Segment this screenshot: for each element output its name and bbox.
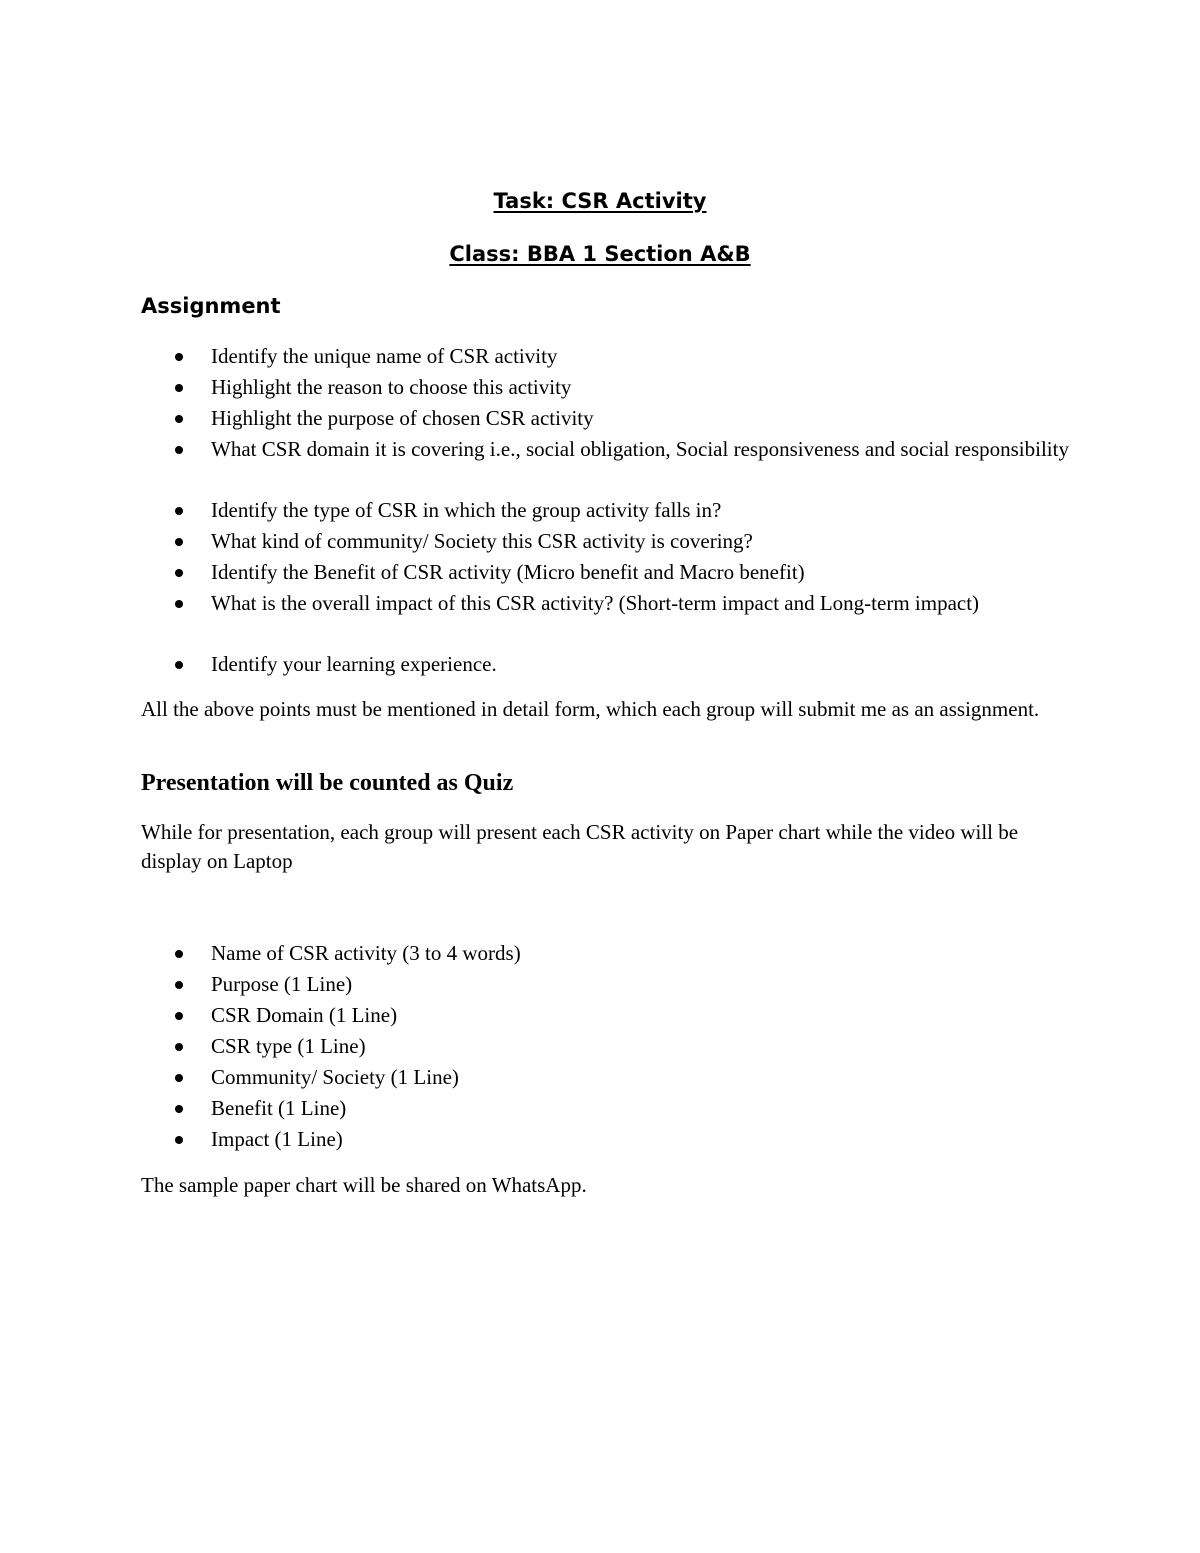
bullet-icon <box>175 384 183 392</box>
bullet-icon <box>175 981 183 989</box>
quiz-heading: Presentation will be counted as Quiz <box>141 770 514 796</box>
list-item-text: Impact (1 Line) <box>211 1127 343 1151</box>
bullet-icon <box>175 538 183 546</box>
list-item-text: What kind of community/ Society this CSR activity is covering? <box>211 529 753 553</box>
bullet-icon <box>175 353 183 361</box>
list-item <box>211 1125 1071 1154</box>
bullet-icon <box>175 600 183 608</box>
list-item <box>211 342 1071 371</box>
bullet-icon <box>175 507 183 515</box>
bullet-icon <box>175 661 183 669</box>
list-item <box>211 496 1071 525</box>
closing-text: The sample paper chart will be shared on WhatsApp. <box>141 1173 587 1197</box>
list-item <box>211 1032 1071 1061</box>
list-item-text: Purpose (1 Line) <box>211 972 353 996</box>
list-item <box>211 527 1071 556</box>
list-item <box>211 373 1071 402</box>
list-item <box>211 650 1071 679</box>
bullet-icon <box>175 569 183 577</box>
assignment-heading: Assignment <box>141 294 281 318</box>
list-item <box>211 1094 1071 1123</box>
list-item-text: Highlight the reason to choose this activity <box>211 375 572 399</box>
assignment-note: All the above points must be mentioned in detail form, which each group will submit me as an assignment. <box>141 697 1040 721</box>
list-item-text: CSR type (1 Line) <box>211 1034 366 1058</box>
bullet-icon <box>175 1136 183 1144</box>
list-item-text: CSR Domain (1 Line) <box>211 1003 398 1027</box>
list-item <box>211 404 1071 433</box>
list-item <box>211 1001 1071 1030</box>
list-item-text: Benefit (1 Line) <box>211 1096 347 1120</box>
bullet-icon <box>175 1105 183 1113</box>
presentation-text: While for presentation, each group will present each CSR activity on Paper chart while the video will be display on Laptop <box>141 820 1019 873</box>
bullet-icon <box>175 446 183 454</box>
task-title: Task: CSR Activity <box>493 189 707 213</box>
list-item-text: Identify the type of CSR in which the group activity falls in? <box>211 498 722 522</box>
list-item <box>211 970 1071 999</box>
bullet-icon <box>175 1012 183 1020</box>
list-item-text: What is the overall impact of this CSR activity? (Short-term impact and Long-term impact) <box>211 591 980 615</box>
list-item-text: Community/ Society (1 Line) <box>211 1065 459 1089</box>
list-item-text: What CSR domain it is covering i.e., social obligation, Social responsiveness and social responsibility <box>211 437 1069 461</box>
class-title: Class: BBA 1 Section A&B <box>449 242 751 266</box>
list-item <box>211 435 1071 464</box>
list-item <box>211 1063 1071 1092</box>
list-item-text: Identify the Benefit of CSR activity (Micro benefit and Macro benefit) <box>211 560 805 584</box>
list-item-text: Highlight the purpose of chosen CSR activity <box>211 406 594 430</box>
list-item <box>211 589 1071 618</box>
list-item-text: Name of CSR activity (3 to 4 words) <box>211 941 521 965</box>
bullet-icon <box>175 415 183 423</box>
list-item-text: Identify the unique name of CSR activity <box>211 344 558 368</box>
list-item <box>211 558 1071 587</box>
bullet-icon <box>175 1043 183 1051</box>
bullet-icon <box>175 950 183 958</box>
list-item <box>211 939 1071 968</box>
list-item-text: Identify your learning experience. <box>211 652 497 676</box>
bullet-icon <box>175 1074 183 1082</box>
